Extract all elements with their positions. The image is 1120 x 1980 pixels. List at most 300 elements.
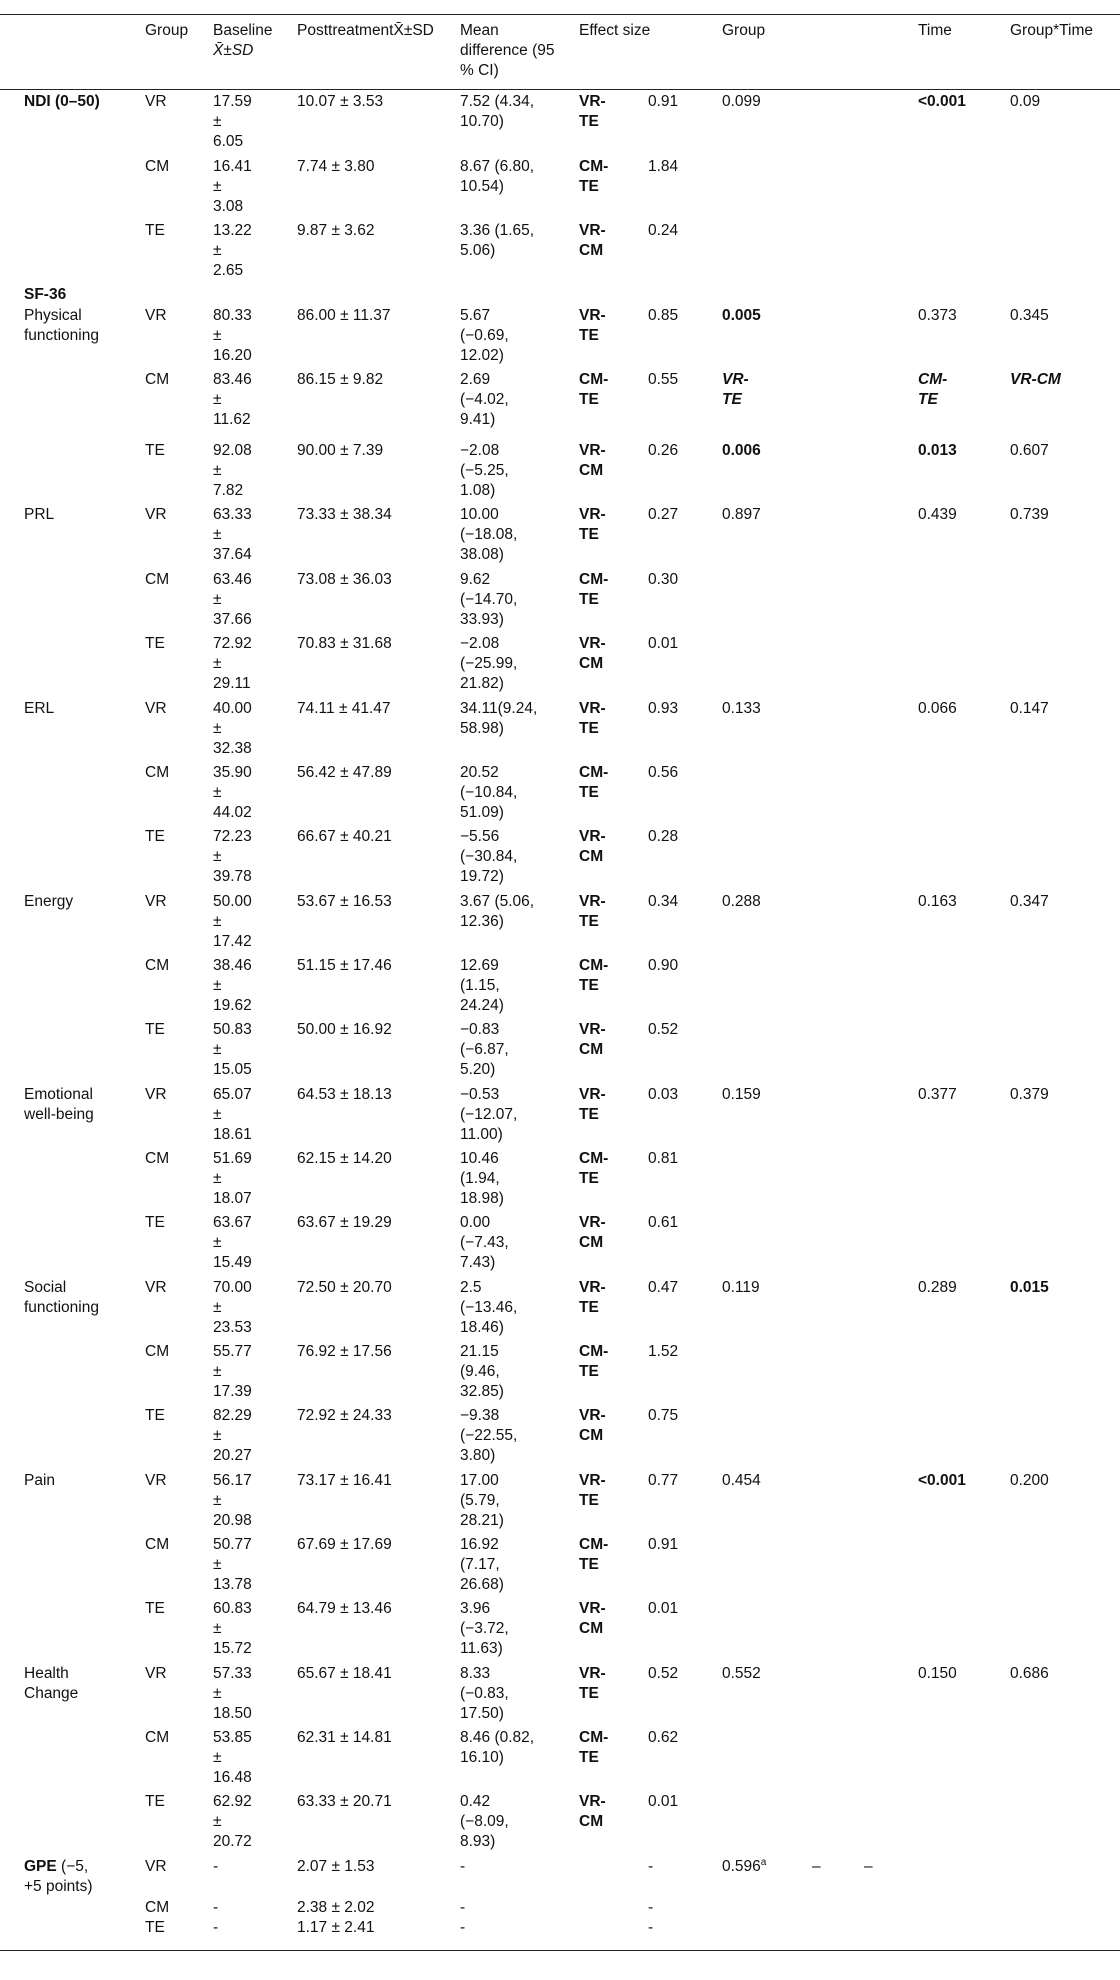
p-group-cell: 0.119	[722, 1279, 760, 1296]
mean-difference-cell: 10.54)	[460, 178, 504, 195]
effect-size-value: 0.93	[648, 700, 679, 717]
effect-size-pair: TE	[579, 1170, 599, 1187]
effect-size-pair: CM-	[579, 571, 609, 588]
mean-difference-cell: 16.10)	[460, 1749, 504, 1766]
mean-difference-cell: (−13.46,	[460, 1299, 518, 1316]
section-label: SF-36	[24, 286, 67, 303]
p-group-cell: 0.596$^a$	[722, 1856, 767, 1875]
group-cell: CM	[145, 764, 170, 781]
baseline-cell: ±	[213, 977, 222, 994]
p-time-cell: 0.150	[918, 1665, 957, 1682]
posttreatment-cell: 62.15 ± 14.20	[297, 1150, 392, 1167]
baseline-cell: 56.17	[213, 1472, 252, 1489]
p-group-time-cell: 0.379	[1010, 1086, 1049, 1103]
group-cell: CM	[145, 1536, 170, 1553]
effect-size-pair: CM-	[579, 158, 609, 175]
mean-difference-cell: −5.56	[460, 828, 500, 845]
outcome-label: PRL	[24, 506, 55, 523]
mean-difference-cell: −2.08	[460, 442, 500, 459]
header-effect-size: Effect size	[579, 22, 651, 39]
p-time-cell: 0.066	[918, 700, 957, 717]
mean-difference-cell: (−18.08,	[460, 526, 518, 543]
mean-difference-cell: 5.67	[460, 307, 491, 324]
p-time-cell: 0.289	[918, 1279, 957, 1296]
group-cell: TE	[145, 1214, 165, 1231]
baseline-cell: 39.78	[213, 868, 252, 885]
p-group-time-cell: 0.607	[1010, 442, 1049, 459]
baseline-cell: 17.59	[213, 93, 252, 110]
baseline-cell: ±	[213, 462, 222, 479]
effect-size-pair: VR-	[579, 1793, 606, 1810]
group-cell: CM	[145, 158, 170, 175]
effect-size-value: 0.91	[648, 1536, 679, 1553]
outcome-label: +5 points)	[24, 1878, 93, 1895]
p-time-cell: <0.001	[918, 1472, 966, 1489]
group-cell: CM	[145, 1899, 170, 1916]
baseline-cell: 63.67	[213, 1214, 252, 1231]
posttreatment-cell: 73.33 ± 38.34	[297, 506, 392, 523]
baseline-cell: ±	[213, 1106, 222, 1123]
baseline-cell: ±	[213, 1041, 222, 1058]
group-cell: VR	[145, 506, 167, 523]
effect-size-pair: TE	[579, 113, 599, 130]
p-time-cell: 0.439	[918, 506, 957, 523]
group-cell: CM	[145, 1343, 170, 1360]
effect-size-value: 0.75	[648, 1407, 679, 1424]
mean-difference-cell: 11.00)	[460, 1126, 503, 1143]
mean-difference-cell: 17.50)	[460, 1705, 504, 1722]
p-group-time-cell: 0.345	[1010, 307, 1049, 324]
effect-size-pair: TE	[579, 1749, 599, 1766]
posttreatment-cell: 72.50 ± 20.70	[297, 1279, 392, 1296]
outcome-label: Pain	[24, 1472, 56, 1489]
baseline-cell: 11.62	[213, 411, 251, 428]
baseline-cell: 16.41	[213, 158, 252, 175]
baseline-cell: 13.22	[213, 222, 252, 239]
group-cell: TE	[145, 442, 165, 459]
effect-size-pair: VR-	[579, 1600, 606, 1617]
effect-size-pair: CM	[579, 1813, 604, 1830]
baseline-cell: ±	[213, 327, 222, 344]
outcome-label: Change	[24, 1685, 79, 1702]
posttreatment-cell: 65.67 ± 18.41	[297, 1665, 392, 1682]
baseline-cell: ±	[213, 591, 222, 608]
effect-size-value: 0.01	[648, 635, 679, 652]
posttreatment-cell: 63.67 ± 19.29	[297, 1214, 392, 1231]
baseline-cell: ±	[213, 1685, 222, 1702]
effect-size-value: 0.03	[648, 1086, 679, 1103]
effect-size-value: 0.77	[648, 1472, 679, 1489]
group-cell: CM	[145, 957, 170, 974]
effect-size-pair: TE	[579, 1556, 599, 1573]
mean-difference-cell: 2.69	[460, 371, 491, 388]
p-group-cell: 0.133	[722, 700, 761, 717]
group-cell: TE	[145, 1600, 165, 1617]
outcome-label: ERL	[24, 700, 55, 717]
header-mean-difference-3: % CI)	[460, 62, 499, 79]
mean-difference-cell: 3.80)	[460, 1447, 496, 1464]
mean-difference-cell: 16.92	[460, 1536, 499, 1553]
posttreatment-cell: 63.33 ± 20.71	[297, 1793, 392, 1810]
effect-size-pair: TE	[579, 1106, 599, 1123]
effect-size-value: 0.52	[648, 1665, 679, 1682]
posttreatment-cell: 62.31 ± 14.81	[297, 1729, 392, 1746]
mean-difference-cell: 1.08)	[460, 482, 496, 499]
effect-size-pair: VR-	[579, 828, 606, 845]
baseline-cell: 50.77	[213, 1536, 252, 1553]
mean-difference-cell: (−30.84,	[460, 848, 518, 865]
p-group-time-cell: 0.015	[1010, 1279, 1049, 1296]
mean-difference-cell: -	[460, 1919, 466, 1936]
effect-size-pair: TE	[579, 1363, 599, 1380]
baseline-cell: ±	[213, 1170, 222, 1187]
effect-size-pair: CM	[579, 655, 604, 672]
baseline-cell: 15.72	[213, 1640, 252, 1657]
mean-difference-cell: 51.09)	[460, 804, 504, 821]
baseline-cell: -	[213, 1858, 219, 1875]
header-p-group: Group	[722, 22, 766, 39]
mean-difference-cell: 3.36 (1.65,	[460, 222, 535, 239]
p-group-cell: 0.005	[722, 307, 761, 324]
posttreatment-cell: 86.00 ± 11.37	[297, 307, 391, 324]
baseline-cell: 55.77	[213, 1343, 252, 1360]
mean-difference-cell: (−7.43,	[460, 1234, 509, 1251]
baseline-cell: ±	[213, 391, 222, 408]
effect-size-pair: CM	[579, 242, 604, 259]
group-cell: TE	[145, 1021, 165, 1038]
baseline-cell: 80.33	[213, 307, 252, 324]
baseline-cell: 50.83	[213, 1021, 252, 1038]
mean-difference-cell: 7.43)	[460, 1254, 496, 1271]
p-group-cell: 0.099	[722, 93, 761, 110]
baseline-cell: 37.64	[213, 546, 252, 563]
baseline-cell: 3.08	[213, 198, 244, 215]
baseline-cell: ±	[213, 1299, 222, 1316]
group-cell: VR	[145, 1472, 167, 1489]
mean-difference-cell: 3.96	[460, 1600, 491, 1617]
mean-difference-cell: 11.63)	[460, 1640, 503, 1657]
baseline-cell: ±	[213, 1749, 222, 1766]
p-time-cell: 0.373	[918, 307, 957, 324]
mean-difference-cell: (1.94,	[460, 1170, 500, 1187]
mean-difference-cell: 24.24)	[460, 997, 504, 1014]
baseline-cell: 63.46	[213, 571, 252, 588]
baseline-cell: ±	[213, 242, 222, 259]
group-cell: VR	[145, 700, 167, 717]
baseline-cell: -	[213, 1919, 219, 1936]
effect-size-pair: TE	[579, 327, 599, 344]
mean-difference-cell: 10.00	[460, 506, 499, 523]
mean-difference-cell: 3.67 (5.06,	[460, 893, 535, 910]
mean-difference-cell: 58.98)	[460, 720, 504, 737]
effect-size-value: 0.01	[648, 1793, 679, 1810]
mean-difference-cell: (−22.55,	[460, 1427, 518, 1444]
effect-size-pair: VR-	[579, 442, 606, 459]
baseline-cell: 38.46	[213, 957, 252, 974]
group-cell: VR	[145, 1665, 167, 1682]
baseline-cell: ±	[213, 526, 222, 543]
header-baseline-sd: X̄±SD	[213, 42, 254, 59]
mean-difference-cell: (−0.69,	[460, 327, 509, 344]
mean-difference-cell: −9.38	[460, 1407, 500, 1424]
header-mean-difference: Mean	[460, 22, 499, 39]
baseline-cell: 82.29	[213, 1407, 252, 1424]
p-group-cell: 0.552	[722, 1665, 761, 1682]
mean-difference-cell: 9.41)	[460, 411, 496, 428]
group-cell: CM	[145, 1150, 170, 1167]
outcome-label: GPE (−5,	[24, 1858, 89, 1875]
mean-difference-cell: 33.93)	[460, 611, 504, 628]
baseline-cell: 18.50	[213, 1705, 252, 1722]
baseline-cell: 17.39	[213, 1383, 252, 1400]
effect-size-value: 0.01	[648, 1600, 679, 1617]
baseline-cell: ±	[213, 720, 222, 737]
posttreatment-cell: 67.69 ± 17.69	[297, 1536, 392, 1553]
effect-size-pair: VR-	[579, 1086, 606, 1103]
mean-difference-cell: 17.00	[460, 1472, 499, 1489]
mean-difference-cell: 12.02)	[460, 347, 504, 364]
posttreatment-cell: 70.83 ± 31.68	[297, 635, 392, 652]
effect-size-pair: VR-	[579, 635, 606, 652]
bottom-rule	[0, 1950, 1120, 1951]
outcome-label: functioning	[24, 327, 99, 344]
effect-size-value: 0.47	[648, 1279, 679, 1296]
mean-difference-cell: -	[460, 1899, 466, 1916]
group-cell: VR	[145, 1086, 167, 1103]
baseline-cell: 72.23	[213, 828, 252, 845]
group-cell: CM	[145, 1729, 170, 1746]
mean-difference-cell: 21.15	[460, 1343, 499, 1360]
group-cell: VR	[145, 893, 167, 910]
effect-size-pair: TE	[579, 1299, 599, 1316]
mean-difference-cell: -	[460, 1858, 466, 1875]
mean-difference-cell: 38.08)	[460, 546, 504, 563]
dash-cell: –	[812, 1858, 821, 1875]
effect-size-pair: VR-	[579, 1279, 606, 1296]
p-time-cell: 0.377	[918, 1086, 957, 1103]
posttreatment-cell: 73.08 ± 36.03	[297, 571, 392, 588]
baseline-cell: ±	[213, 1363, 222, 1380]
effect-size-pair: CM-	[579, 1343, 609, 1360]
effect-size-value: -	[648, 1919, 654, 1936]
effect-size-value: 0.91	[648, 93, 679, 110]
effect-size-pair: VR-	[579, 1021, 606, 1038]
p-time-cell: 0.013	[918, 442, 957, 459]
baseline-cell: ±	[213, 655, 222, 672]
baseline-cell: 17.42	[213, 933, 252, 950]
baseline-cell: 20.27	[213, 1447, 252, 1464]
mean-difference-cell: 8.33	[460, 1665, 491, 1682]
effect-size-pair: CM	[579, 848, 604, 865]
effect-size-pair: CM-	[579, 957, 609, 974]
posttreatment-cell: 9.87 ± 3.62	[297, 222, 375, 239]
baseline-cell: ±	[213, 848, 222, 865]
mean-difference-cell: 10.46	[460, 1150, 499, 1167]
header-posttreatment: PosttreatmentX̄±SD	[297, 22, 434, 39]
mean-difference-cell: 34.11(9.24,	[460, 700, 538, 717]
outcome-label: Physical	[24, 307, 82, 324]
baseline-cell: 18.07	[213, 1190, 252, 1207]
p-group-time-pair: VR-CM	[1010, 371, 1061, 388]
effect-size-pair: TE	[579, 1685, 599, 1702]
effect-size-value: 1.52	[648, 1343, 679, 1360]
posttreatment-cell: 50.00 ± 16.92	[297, 1021, 392, 1038]
mean-difference-cell: (−3.72,	[460, 1620, 509, 1637]
effect-size-pair: CM-	[579, 371, 609, 388]
p-group-cell: 0.454	[722, 1472, 761, 1489]
effect-size-pair: CM	[579, 1427, 604, 1444]
effect-size-value: 0.24	[648, 222, 679, 239]
group-cell: TE	[145, 222, 165, 239]
header-rule	[0, 89, 1120, 90]
effect-size-pair: TE	[579, 391, 599, 408]
baseline-cell: 57.33	[213, 1665, 252, 1682]
p-group-time-cell: 0.347	[1010, 893, 1049, 910]
mean-difference-cell: 8.46 (0.82,	[460, 1729, 535, 1746]
mean-difference-cell: (−14.70,	[460, 591, 518, 608]
effect-size-pair: VR-	[579, 1214, 606, 1231]
effect-size-pair: TE	[579, 977, 599, 994]
mean-difference-cell: (−8.09,	[460, 1813, 509, 1830]
group-cell: TE	[145, 1407, 165, 1424]
mean-difference-cell: 26.68)	[460, 1576, 504, 1593]
posttreatment-cell: 64.79 ± 13.46	[297, 1600, 392, 1617]
effect-size-pair: CM	[579, 462, 604, 479]
baseline-cell: 23.53	[213, 1319, 252, 1336]
outcome-label: Emotional	[24, 1086, 93, 1103]
header-p-time: Time	[918, 22, 952, 39]
mean-difference-cell: 5.06)	[460, 242, 496, 259]
outcome-label: NDI (0–50)	[24, 93, 100, 110]
p-group-cell: 0.897	[722, 506, 761, 523]
top-rule	[0, 14, 1120, 15]
outcome-label: Energy	[24, 893, 74, 910]
baseline-cell: 72.92	[213, 635, 252, 652]
mean-difference-cell: 9.62	[460, 571, 491, 588]
p-group-cell: 0.288	[722, 893, 761, 910]
group-cell: VR	[145, 307, 167, 324]
effect-size-pair: TE	[579, 720, 599, 737]
baseline-cell: -	[213, 1899, 219, 1916]
posttreatment-cell: 56.42 ± 47.89	[297, 764, 392, 781]
effect-size-value: 0.26	[648, 442, 679, 459]
mean-difference-cell: (5.79,	[460, 1492, 500, 1509]
mean-difference-cell: 18.98)	[460, 1190, 504, 1207]
effect-size-pair: TE	[579, 526, 599, 543]
effect-size-value: 0.55	[648, 371, 679, 388]
baseline-cell: 60.83	[213, 1600, 252, 1617]
baseline-cell: ±	[213, 1427, 222, 1444]
effect-size-value: 0.34	[648, 893, 679, 910]
effect-size-pair: VR-	[579, 1665, 606, 1682]
mean-difference-cell: (−4.02,	[460, 391, 509, 408]
baseline-cell: 16.20	[213, 347, 252, 364]
effect-size-value: 0.90	[648, 957, 679, 974]
effect-size-pair: VR-	[579, 1472, 606, 1489]
effect-size-pair: TE	[579, 591, 599, 608]
effect-size-pair: CM-	[579, 764, 609, 781]
group-cell: TE	[145, 1793, 165, 1810]
baseline-cell: ±	[213, 1234, 222, 1251]
group-cell: TE	[145, 1919, 165, 1936]
p-group-pair: TE	[722, 391, 742, 408]
posttreatment-cell: 76.92 ± 17.56	[297, 1343, 392, 1360]
mean-difference-cell: (−25.99,	[460, 655, 518, 672]
effect-size-value: 0.61	[648, 1214, 679, 1231]
effect-size-pair: TE	[579, 913, 599, 930]
posttreatment-cell: 10.07 ± 3.53	[297, 93, 384, 110]
mean-difference-cell: 7.52 (4.34,	[460, 93, 535, 110]
effect-size-pair: TE	[579, 784, 599, 801]
baseline-cell: 70.00	[213, 1279, 252, 1296]
mean-difference-cell: −0.83	[460, 1021, 500, 1038]
effect-size-pair: VR-	[579, 93, 606, 110]
effect-size-value: 0.52	[648, 1021, 679, 1038]
outcome-label: Social	[24, 1279, 67, 1296]
mean-difference-cell: (−10.84,	[460, 784, 518, 801]
outcome-label-bold: GPE	[24, 1858, 57, 1875]
mean-difference-cell: (−6.87,	[460, 1041, 509, 1058]
effect-size-pair: CM	[579, 1620, 604, 1637]
effect-size-value: 1.84	[648, 158, 679, 175]
baseline-cell: ±	[213, 784, 222, 801]
baseline-cell: 20.72	[213, 1833, 252, 1850]
effect-size-value: -	[648, 1858, 654, 1875]
effect-size-pair: CM	[579, 1234, 604, 1251]
mean-difference-cell: (−0.83,	[460, 1685, 509, 1702]
baseline-cell: 15.49	[213, 1254, 252, 1271]
effect-size-pair: CM-	[579, 1729, 609, 1746]
group-cell: TE	[145, 828, 165, 845]
p-time-cell: 0.163	[918, 893, 957, 910]
posttreatment-cell: 64.53 ± 18.13	[297, 1086, 392, 1103]
effect-size-pair: VR-	[579, 506, 606, 523]
posttreatment-cell: 72.92 ± 24.33	[297, 1407, 392, 1424]
baseline-cell: 44.02	[213, 804, 252, 821]
effect-size-value: 0.85	[648, 307, 679, 324]
group-cell: TE	[145, 635, 165, 652]
group-cell: CM	[145, 371, 170, 388]
outcome-label: functioning	[24, 1299, 99, 1316]
header-p-group-time: Group*Time	[1010, 22, 1093, 39]
mean-difference-cell: 18.46)	[460, 1319, 504, 1336]
baseline-cell: ±	[213, 178, 222, 195]
mean-difference-cell: 19.72)	[460, 868, 504, 885]
effect-size-pair: VR-	[579, 893, 606, 910]
baseline-cell: 35.90	[213, 764, 252, 781]
effect-size-pair: VR-	[579, 700, 606, 717]
mean-difference-cell: 0.42	[460, 1793, 491, 1810]
posttreatment-cell: 1.17 ± 2.41	[297, 1919, 375, 1936]
p-time-pair: CM-	[918, 371, 948, 388]
header-group: Group	[145, 22, 189, 39]
effect-size-value: 0.30	[648, 571, 679, 588]
baseline-cell: 32.38	[213, 740, 252, 757]
mean-difference-cell: (−5.25,	[460, 462, 509, 479]
effect-size-value: 0.27	[648, 506, 679, 523]
baseline-cell: 6.05	[213, 133, 244, 150]
p-group-time-cell: 0.147	[1010, 700, 1049, 717]
baseline-cell: 2.65	[213, 262, 244, 279]
baseline-cell: 63.33	[213, 506, 252, 523]
effect-size-pair: TE	[579, 178, 599, 195]
baseline-cell: ±	[213, 1556, 222, 1573]
effect-size-value: -	[648, 1899, 654, 1916]
baseline-cell: 19.62	[213, 997, 252, 1014]
mean-difference-cell: −0.53	[460, 1086, 500, 1103]
posttreatment-cell: 86.15 ± 9.82	[297, 371, 384, 388]
baseline-cell: 37.66	[213, 611, 252, 628]
